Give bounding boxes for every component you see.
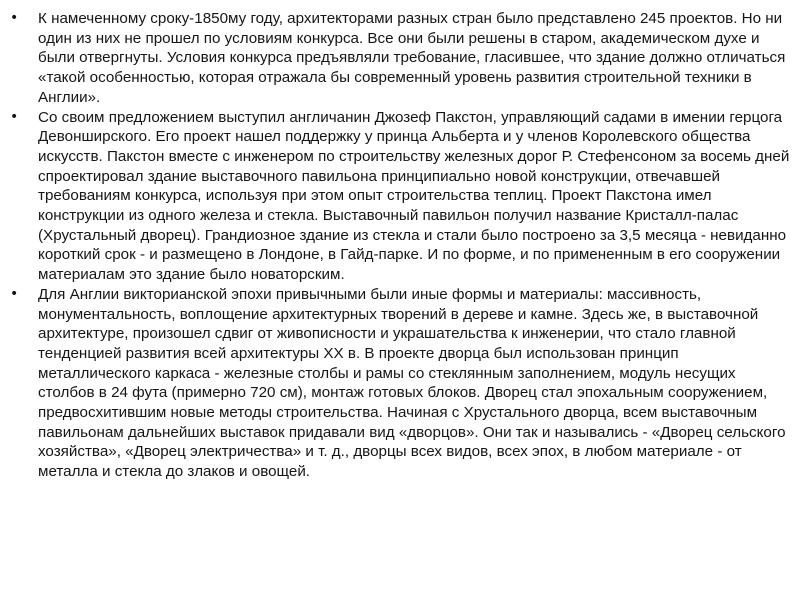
bullet-icon: • (10, 285, 19, 302)
paragraph-3-text: Для Англии викторианской эпохи привычными были иные формы и материалы: массивность, монументальность, воплощение архитектурных творений в дереве и камне. Здесь же, в выставочной архитектуре, произошел сдвиг от живописности и украшательства к инженерии, что стало главной тенденцией развития всей архитектуры XX в. В проекте дворца был использован принцип металлического каркаса - железные столбы и рамы со стеклянным заполнением, модуль несущих столбов в 24 фута (примерно 720 см), монтаж готовых блоков. Дворец стал эпохальным сооружением, предвосхитившим новые методы строительства. Начиная с Хрустального дворца, всем выставочным павильонам дальнейших выставок придавали вид «дворцов». Они так и назывались - «Дворец сельского хозяйства», «Дворец электричества» и т. д., дворцы всех видов, всех эпох, в любом материале - от металла и стекла до злаков и овощей. (38, 285, 786, 481)
paragraph-1 (10, 9, 792, 108)
bullet-icon: • (10, 108, 19, 125)
paragraph-1-text: К намеченному сроку-1850му году, архитекторами разных стран было представлено 245 проектов. Но ни один из них не прошел по условиям конкурса. Все они были решены в старом, академическом духе и были отвергнуты. Условия конкурса предъявляли требование, гласившее, что здание должно отличаться «такой особенностью, которая отражала бы современный уровень развития строительной техники в Англии». (38, 10, 786, 106)
paragraph-3 (10, 285, 792, 482)
bullet-icon: • (10, 10, 19, 26)
paragraph-2-text: Со своим предложением выступил англичанин Джозеф Пакстон, управляющий садами в имении герцога Девонширского. Его проект нашел поддержку у принца Альберта и у членов Королевского общества искусств. Пакстон вместе с инженером по строительству железных дорог Р. Стефенсоном за восемь дней спроектировал здание выставочного павильона принципиально новой конструкции, отвечавшей требованиям конкурса, используя при этом опыт строительства теплиц. Проект Пакстона имел конструкции из одного железа и стекла. Выставочный павильон получил название Кристалл-палас (Хрустальный дворец). Грандиозное здание из стекла и стали было построено за 3,5 месяца - невиданно короткий срок - и размещено в Лондоне, в Гайд-парке. И по форме, и по примененным в его сооружении материалам это здание было новаторским. (38, 108, 790, 284)
bullet-list (10, 9, 792, 482)
paragraph-2 (10, 108, 792, 285)
